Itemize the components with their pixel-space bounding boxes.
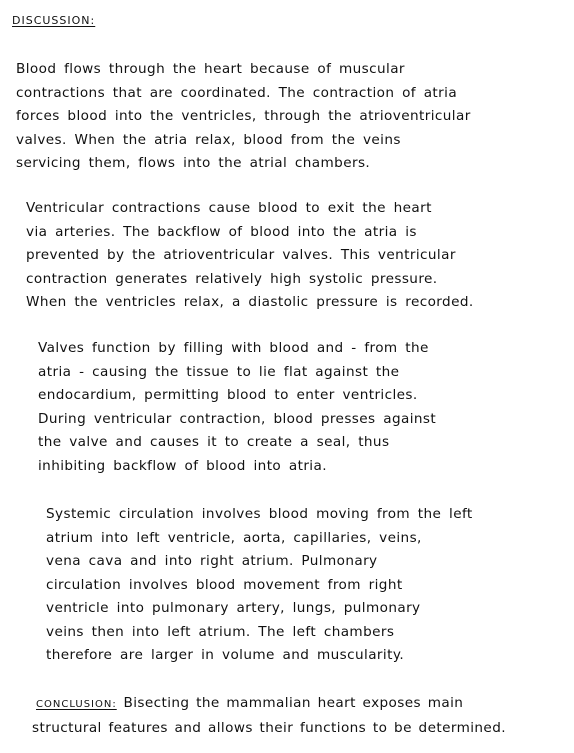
text-line: the valve and causes it to create a seal, thus	[38, 434, 390, 450]
text-line: forces blood into the ventricles, through the atrioventricular	[16, 108, 471, 124]
text-line: therefore are larger in volume and muscularity.	[46, 647, 405, 663]
conclusion-section	[32, 692, 506, 740]
text-line: circulation involves blood movement from right	[46, 576, 403, 593]
conclusion-line-1	[36, 692, 506, 717]
text-line: valves. When the atria relax, blood from the veins	[16, 131, 401, 148]
text-line: servicing them, flows into the atrial chambers.	[16, 155, 371, 171]
conclusion-line-2: structural features and allows their functions to be determined.	[32, 719, 506, 736]
discussion-paragraph-2	[26, 197, 474, 315]
text-line: Blood flows through the heart because of muscular	[16, 61, 405, 77]
text-line: vena cava and into right atrium. Pulmonary	[46, 553, 378, 569]
text-line: Systemic circulation involves blood moving from the left	[46, 506, 473, 522]
text-line: When the ventricles relax, a diastolic pressure is recorded.	[26, 294, 474, 310]
text-line: During ventricular contraction, blood presses against	[38, 410, 437, 427]
discussion-paragraph-3	[38, 337, 436, 478]
discussion-heading: DISCUSSION:	[12, 14, 96, 27]
text-line: veins then into left atrium. The left chambers	[46, 623, 395, 640]
discussion-paragraph-1	[16, 58, 471, 176]
text-line: inhibiting backflow of blood into atria.	[38, 457, 327, 474]
text-line: atria - causing the tissue to lie flat against the	[38, 363, 400, 380]
text-line: atrium into left ventricle, aorta, capillaries, veins,	[46, 529, 422, 546]
conclusion-text: Bisecting the mammalian heart exposes main	[123, 695, 464, 711]
text-line: contractions that are coordinated. The contraction of atria	[16, 84, 458, 101]
text-line: endocardium, permitting blood to enter ventricles.	[38, 387, 418, 403]
text-line: prevented by the atrioventricular valves. This ventricular	[26, 247, 456, 263]
discussion-paragraph-4	[46, 503, 473, 668]
text-line: Valves function by filling with blood and - from the	[38, 340, 429, 356]
text-line: ventricle into pulmonary artery, lungs, pulmonary	[46, 600, 421, 616]
conclusion-heading: CONCLUSION:	[36, 699, 117, 710]
text-line: contraction generates relatively high systolic pressure.	[26, 270, 438, 287]
text-line: via arteries. The backflow of blood into the atria is	[26, 223, 417, 240]
text-line: Ventricular contractions cause blood to exit the heart	[26, 200, 432, 216]
